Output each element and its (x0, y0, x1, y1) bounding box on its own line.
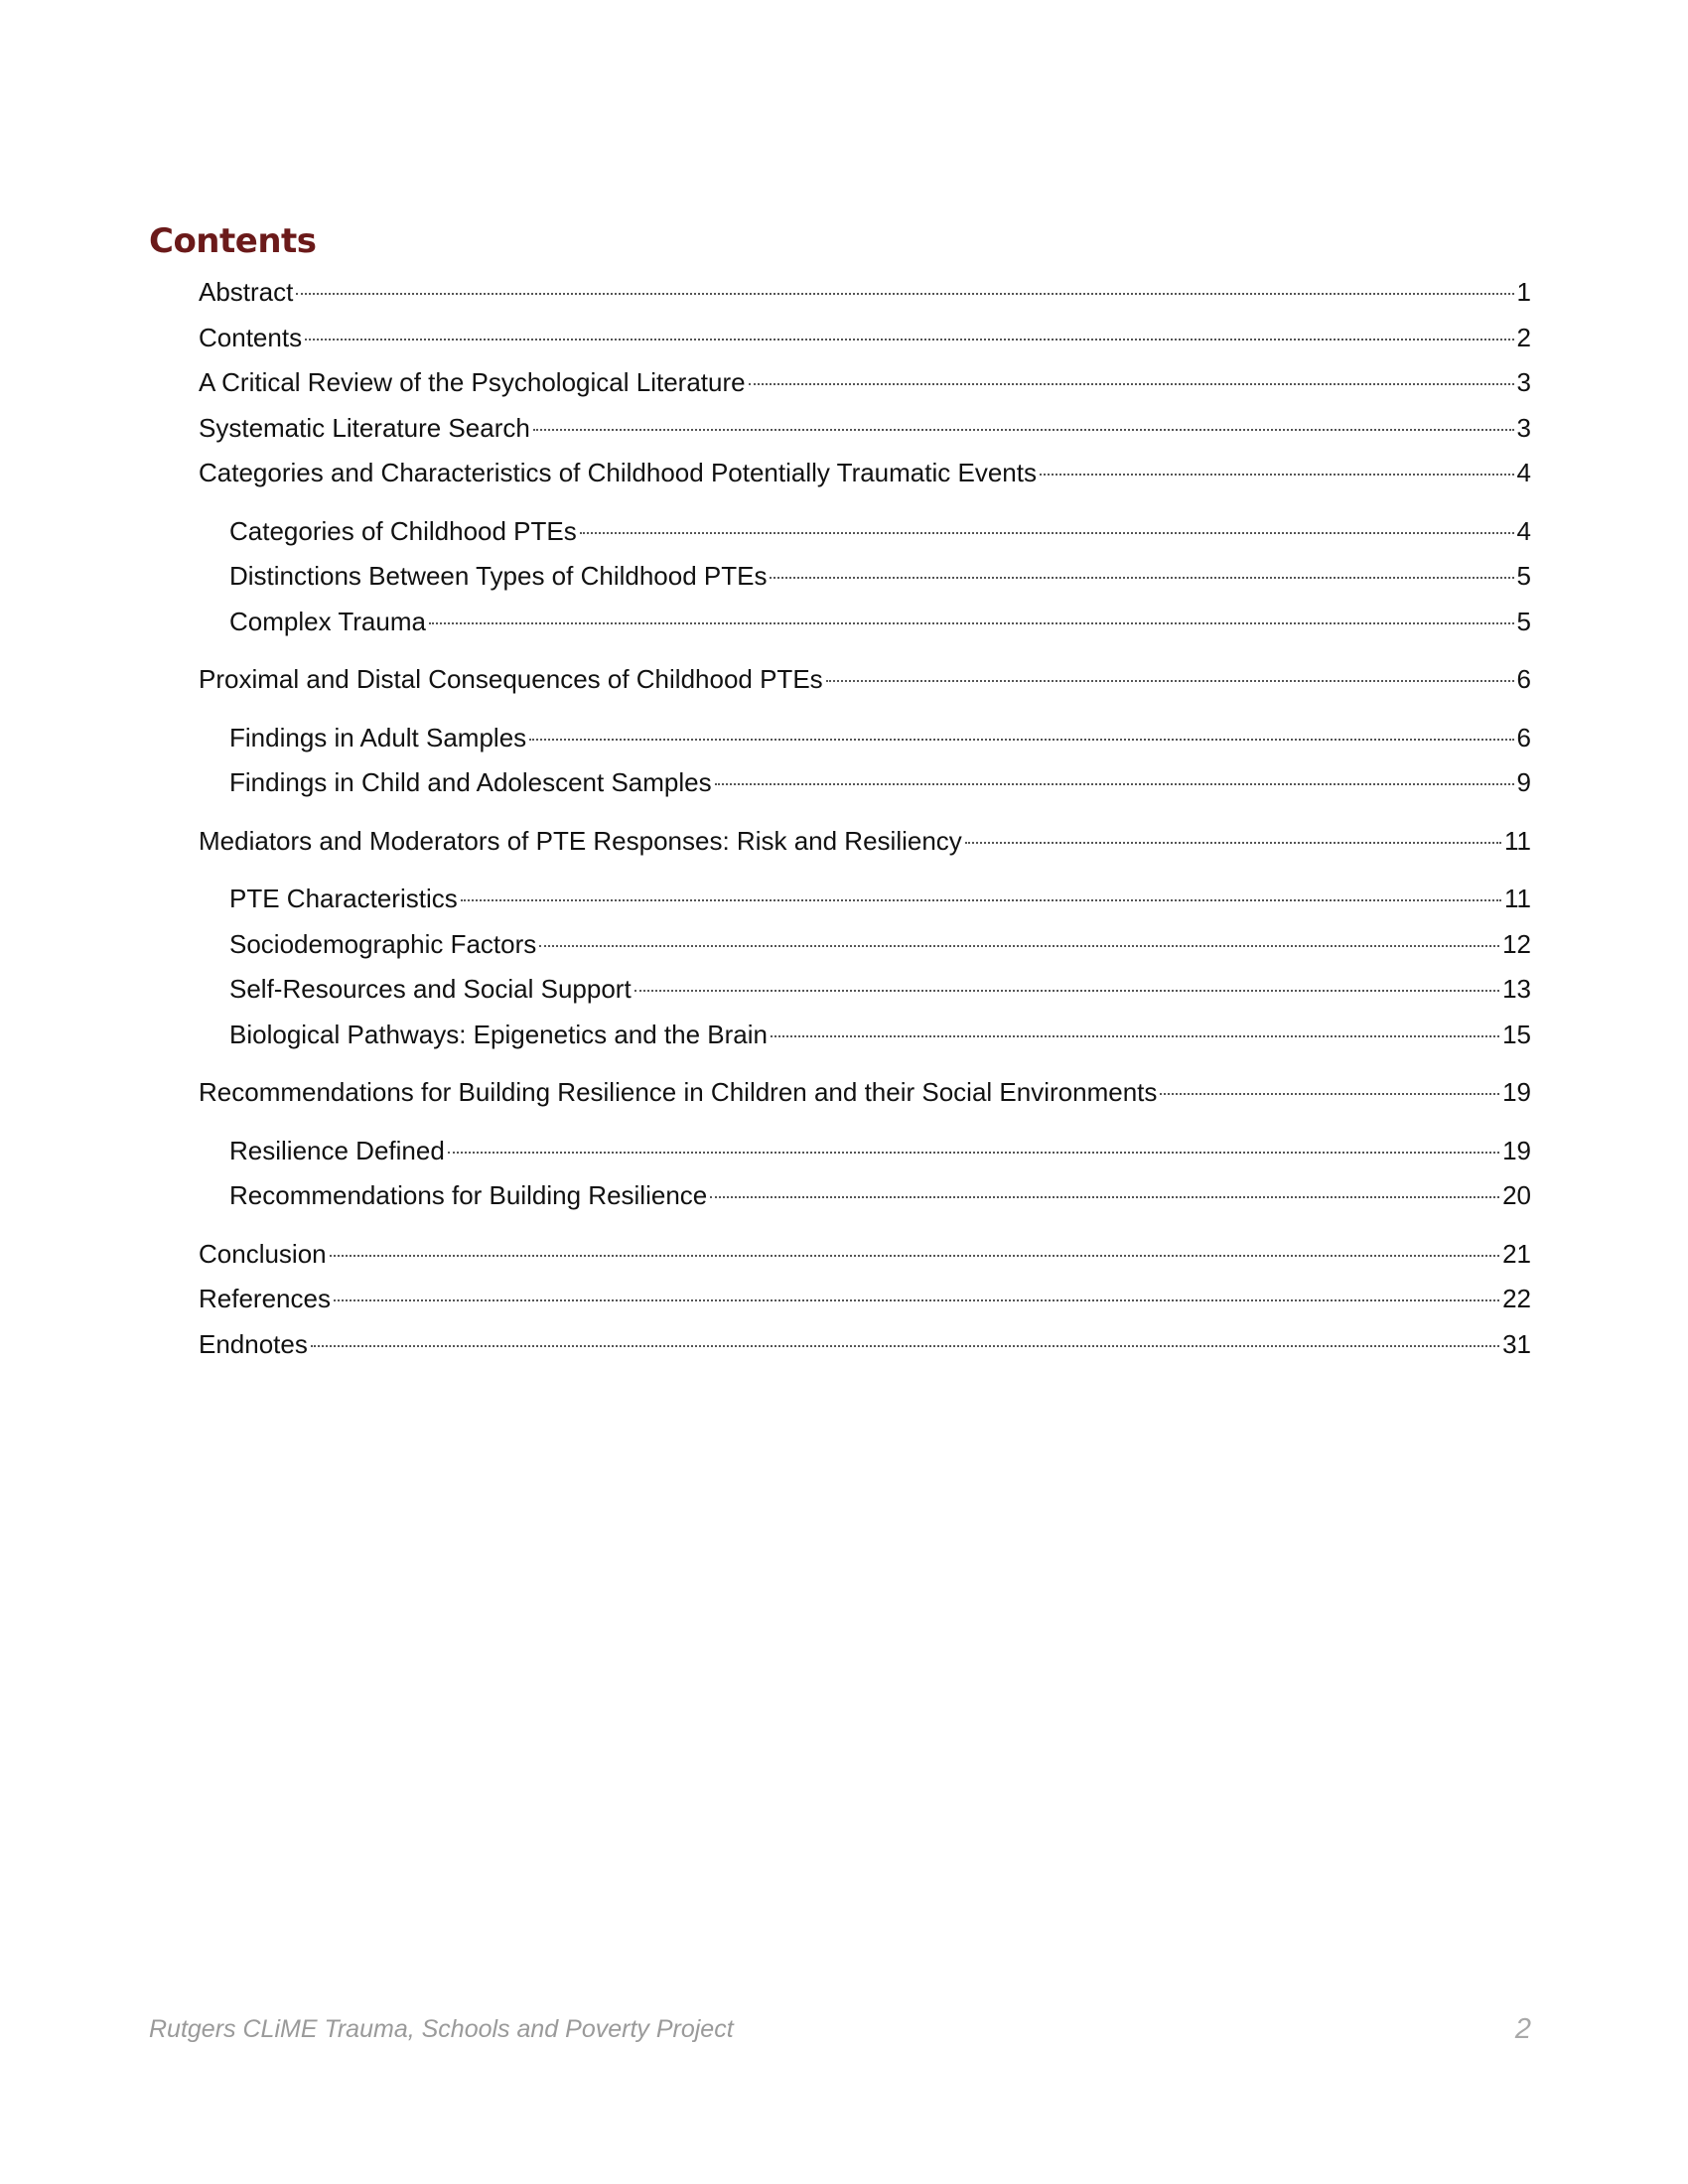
toc-entry-label: A Critical Review of the Psychological Literature (199, 367, 746, 397)
page-title: Contents (149, 220, 317, 261)
toc-entry-child-samples[interactable] (199, 760, 1531, 806)
toc-entry-resilience-defined[interactable] (199, 1129, 1531, 1174)
toc-entry-adult-samples[interactable] (199, 716, 1531, 761)
toc-entry-references[interactable] (199, 1277, 1531, 1322)
dot-leader (429, 622, 1514, 624)
toc-entry-page: 31 (1502, 1328, 1531, 1359)
toc-entry-page: 3 (1516, 367, 1531, 397)
toc-entry-categories-ptes[interactable] (199, 509, 1531, 555)
toc-entry-distinctions[interactable] (199, 554, 1531, 600)
toc-entry-contents[interactable] (199, 316, 1531, 361)
toc-entry-page: 21 (1502, 1238, 1531, 1269)
dot-leader (965, 842, 1501, 844)
dot-leader (749, 383, 1514, 385)
toc-entry-page: 5 (1516, 606, 1531, 636)
toc-entry-critical-review[interactable] (199, 360, 1531, 406)
toc-entry-label: Proximal and Distal Consequences of Childhood PTEs (199, 664, 823, 694)
table-of-contents (199, 270, 1531, 1367)
footer-project-name: Rutgers CLiME Trauma, Schools and Poverty Project (149, 2015, 734, 2043)
footer-page-number: 2 (1514, 2013, 1531, 2045)
dot-leader (539, 945, 1499, 947)
toc-entry-page: 4 (1516, 458, 1531, 487)
toc-entry-categories-characteristics[interactable] (199, 451, 1531, 496)
toc-entry-label: Recommendations for Building Resilience in Children and their Social Environments (199, 1077, 1158, 1107)
toc-entry-label: Mediators and Moderators of PTE Responses: Risk and Resiliency (199, 825, 962, 856)
toc-entry-biological-pathways[interactable] (199, 1013, 1531, 1058)
toc-entry-page: 2 (1516, 322, 1531, 352)
toc-entry-label: PTE Characteristics (229, 884, 458, 913)
toc-entry-page: 9 (1516, 767, 1531, 797)
toc-entry-page: 15 (1502, 1019, 1531, 1049)
dot-leader (715, 783, 1514, 785)
toc-entry-label: Abstract (199, 277, 294, 307)
dot-leader (826, 680, 1514, 682)
dot-leader (311, 1345, 1499, 1347)
toc-entry-recommendations-resilience[interactable] (199, 1173, 1531, 1219)
dot-leader (580, 532, 1514, 534)
toc-entry-pte-characteristics[interactable] (199, 877, 1531, 922)
toc-entry-sociodemographic[interactable] (199, 922, 1531, 968)
dot-leader (461, 899, 1501, 901)
toc-entry-label: References (199, 1284, 331, 1313)
dot-leader (1160, 1093, 1499, 1095)
toc-entry-page: 6 (1516, 722, 1531, 752)
toc-entry-label: Self-Resources and Social Support (229, 974, 632, 1004)
dot-leader (634, 990, 1499, 992)
toc-entry-consequences[interactable] (199, 657, 1531, 703)
toc-entry-label: Biological Pathways: Epigenetics and the Brain (229, 1019, 768, 1049)
toc-entry-self-resources[interactable] (199, 967, 1531, 1013)
toc-entry-page: 3 (1516, 412, 1531, 443)
toc-entry-label: Categories of Childhood PTEs (229, 515, 577, 546)
dot-leader (1040, 474, 1514, 476)
toc-entry-systematic-search[interactable] (199, 406, 1531, 452)
toc-entry-page: 6 (1516, 664, 1531, 694)
toc-entry-label: Findings in Adult Samples (229, 722, 527, 752)
toc-entry-page: 19 (1502, 1135, 1531, 1165)
toc-entry-endnotes[interactable] (199, 1322, 1531, 1368)
toc-entry-label: Systematic Literature Search (199, 412, 530, 443)
dot-leader (305, 339, 1513, 341)
toc-entry-page: 19 (1502, 1077, 1531, 1107)
toc-entry-label: Complex Trauma (229, 606, 426, 636)
toc-entry-conclusion[interactable] (199, 1232, 1531, 1278)
toc-entry-page: 13 (1502, 974, 1531, 1004)
toc-entry-label: Findings in Child and Adolescent Samples (229, 767, 712, 797)
dot-leader (770, 577, 1513, 579)
toc-entry-page: 12 (1502, 928, 1531, 959)
dot-leader (529, 739, 1513, 741)
dot-leader (334, 1299, 1499, 1301)
toc-entry-abstract[interactable] (199, 270, 1531, 316)
toc-entry-page: 1 (1516, 277, 1531, 307)
toc-entry-complex-trauma[interactable] (199, 600, 1531, 645)
dot-leader (330, 1255, 1499, 1257)
toc-entry-page: 11 (1504, 825, 1531, 856)
toc-entry-label: Resilience Defined (229, 1135, 445, 1165)
toc-entry-page: 22 (1502, 1284, 1531, 1313)
dot-leader (533, 429, 1514, 431)
toc-entry-label: Sociodemographic Factors (229, 928, 537, 959)
toc-entry-recommendations-building[interactable] (199, 1070, 1531, 1116)
toc-entry-label: Conclusion (199, 1238, 327, 1269)
dot-leader (771, 1035, 1499, 1037)
toc-entry-page: 4 (1516, 515, 1531, 546)
dot-leader (710, 1196, 1499, 1198)
toc-entry-label: Contents (199, 322, 303, 352)
toc-entry-label: Categories and Characteristics of Childhood Potentially Traumatic Events (199, 458, 1037, 487)
toc-entry-label: Endnotes (199, 1328, 308, 1359)
toc-entry-page: 20 (1502, 1180, 1531, 1210)
toc-entry-label: Recommendations for Building Resilience (229, 1180, 708, 1210)
toc-entry-page: 11 (1504, 884, 1531, 913)
dot-leader (448, 1152, 1499, 1154)
toc-entry-mediators[interactable] (199, 819, 1531, 865)
toc-entry-page: 5 (1516, 561, 1531, 591)
toc-entry-label: Distinctions Between Types of Childhood PTEs (229, 561, 768, 591)
dot-leader (296, 293, 1513, 295)
